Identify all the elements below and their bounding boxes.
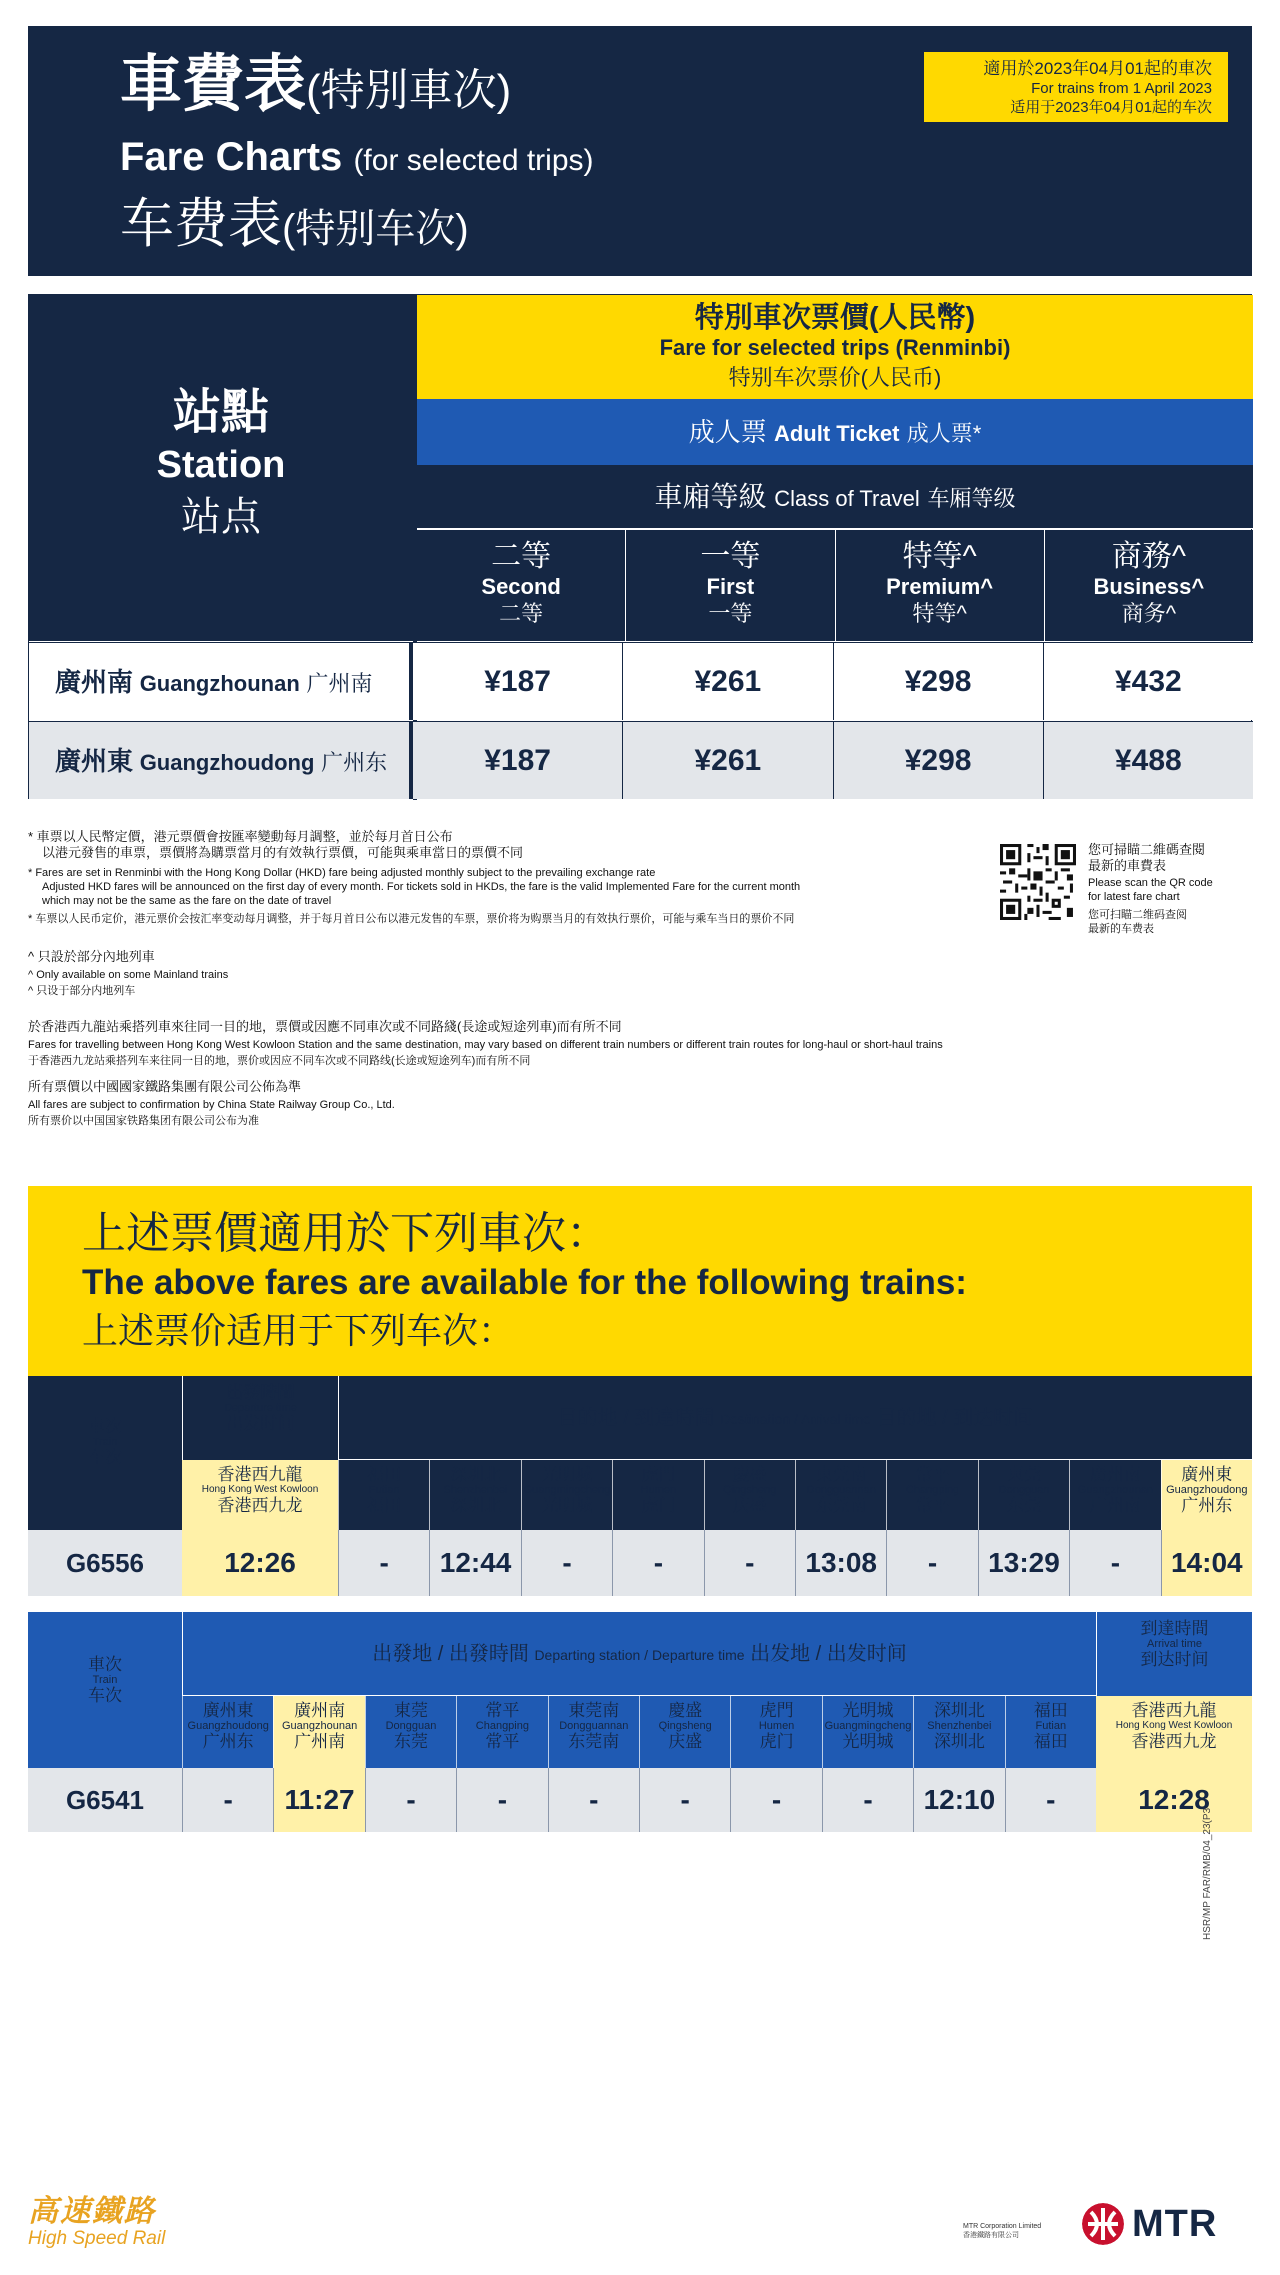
note-3-sc: 于香港西九龙站乘搭列车来往同一目的地，票价或因应不同车次或不同路线(长途或短途列车)而有所不同 <box>28 1055 531 1067</box>
station-header: 站點 Station 站点 <box>29 295 413 641</box>
station-header-qingsheng: 慶盛 Qingsheng 庆盛 <box>639 1696 730 1768</box>
time-cell: - <box>338 1530 429 1596</box>
time-cell: 12:44 <box>429 1530 520 1596</box>
destination-header: 目的地 / 到達時間 Destination / Arrival time 目的地 / 到达时间 <box>338 1376 1252 1460</box>
station-header-humen: 虎門 Humen 虎门 <box>730 1696 821 1768</box>
train-number: G6556 <box>65 1548 145 1578</box>
fare-table <box>28 294 1252 799</box>
time-cell: 12:10 <box>913 1768 1004 1832</box>
effective-date-badge: 適用於2023年04月01起的車次 For trains from 1 April 2023 适用于2023年04月01起的车次 <box>924 52 1228 122</box>
time-cell: - <box>639 1768 730 1832</box>
fare-premium: ¥298 <box>833 722 1043 799</box>
title-en: Fare Charts (for selected trips) <box>120 135 594 179</box>
departure-time: 12:26 <box>182 1530 338 1596</box>
note-4-en: All fares are subject to confirmation by China State Railway Group Co., Ltd. <box>28 1099 395 1111</box>
mtr-logo: MTR <box>1082 2202 1217 2246</box>
time-cell: 11:27 <box>273 1768 364 1832</box>
station-header-futian: 福田 Futian 福田 <box>338 1460 429 1530</box>
station-header-futian: 福田 Futian 福田 <box>1005 1696 1096 1768</box>
note-3-en: Fares for travelling between Hong Kong West Kowloon Station and the same destination, may vary based on different train numbers or different train routes for long-haul or short-haul trains <box>28 1039 943 1051</box>
document-code: HSR/MP FAR/RMB/04_23(P3 <box>1202 1807 1213 1940</box>
station-header-changping: 常平 Changping 常平 <box>886 1460 977 1530</box>
station-header-shenzhenbei: 深圳北 Shenzhenbei 深圳北 <box>429 1460 520 1530</box>
train-number: G6541 <box>65 1785 145 1815</box>
origin-station-header: 香港西九龍 Hong Kong West Kowloon 香港西九龙 <box>182 1460 338 1530</box>
note-1-zh-2: 以港元發售的車票，票價將為購票當月的有效執行票價，可能與乘車當日的票價不同 <box>42 845 524 860</box>
train-table-g6541 <box>28 1612 1252 1832</box>
time-cell: - <box>612 1530 703 1596</box>
fare-row-guangzhounan <box>29 642 1253 720</box>
station-header-dongguannan: 東莞南 Dongguannan 东莞南 <box>548 1696 639 1768</box>
class-of-travel-bar: 車廂等級 Class of Travel 车厢等级 <box>417 465 1253 529</box>
header-banner <box>28 26 1252 276</box>
fare-title-bar: 特別車次票價(人民幣) Fare for selected trips (Renminbi) 特别车次票价(人民币) <box>417 295 1253 399</box>
fare-first: ¥261 <box>622 722 832 799</box>
destination-station-header: 香港西九龍 Hong Kong West Kowloon 香港西九龙 <box>1096 1696 1252 1768</box>
title-sc: 车费表(特别车次) <box>120 194 469 254</box>
station-header-changping: 常平 Changping 常平 <box>456 1696 547 1768</box>
station-header-guangmingcheng: 光明城 Guangmingcheng 光明城 <box>822 1696 913 1768</box>
time-cell: - <box>521 1530 612 1596</box>
qr-code-icon[interactable] <box>1000 844 1076 920</box>
station-header-dongguannan: 東莞南 Dongguannan 东莞南 <box>795 1460 886 1530</box>
station-header-qingsheng: 慶盛 Qingsheng 庆盛 <box>704 1460 795 1530</box>
arrival-time: 12:28 <box>1096 1768 1252 1832</box>
time-cell: - <box>1005 1768 1096 1832</box>
time-cell: - <box>365 1768 456 1832</box>
train-col-header: 車次 Train 车次 <box>88 1417 122 1467</box>
train-table-g6556 <box>28 1376 1252 1596</box>
station-header-guangzhoudong: 廣州東 Guangzhoudong 广州东 <box>182 1696 273 1768</box>
ticket-type-bar: 成人票 Adult Ticket 成人票* <box>417 399 1253 465</box>
station-header-guangmingcheng: 光明城 Guangmingcheng 光明城 <box>521 1460 612 1530</box>
station-header-dongguan: 東莞 Dongguan 东莞 <box>365 1696 456 1768</box>
note-1-zh: * 車票以人民幣定價，港元票價會按匯率變動每月調整，並於每月首日公布 <box>28 829 453 844</box>
time-cell: - <box>730 1768 821 1832</box>
note-1-en: * Fares are set in Renminbi with the Hong Kong Dollar (HKD) fare being adjusted monthly subject to the prevailing exchange rate <box>28 867 656 879</box>
time-cell: - <box>182 1768 273 1832</box>
time-cell: 13:29 <box>978 1530 1069 1596</box>
fare-row-guangzhoudong <box>29 721 1253 799</box>
time-cell: - <box>886 1530 977 1596</box>
station-name: 廣州東 Guangzhoudong 广州东 <box>29 722 413 799</box>
station-header-guangzhounan: 廣州南 Guangzhounan 广州南 <box>273 1696 364 1768</box>
fare-second: ¥187 <box>484 744 551 777</box>
arrival-time-header: 到達時間 Arrival time 到达时间 <box>1096 1612 1252 1696</box>
train-col-header: 車次 Train 车次 <box>88 1655 122 1705</box>
note-1-en-3: which may not be the same as the fare on the date of travel <box>42 895 332 907</box>
time-cell: - <box>456 1768 547 1832</box>
class-first: 一等 First 一等 <box>625 530 834 641</box>
fare-first: ¥261 <box>622 643 832 720</box>
class-premium: 特等^ Premium^ 特等^ <box>835 530 1044 641</box>
station-header-guangzhoudong: 廣州東 Guangzhoudong 广州东 <box>1161 1460 1252 1530</box>
time-cell: 14:04 <box>1161 1530 1252 1596</box>
title-zh: 車費表(特別車次) <box>120 50 512 119</box>
note-4-zh: 所有票價以中國國家鐵路集團有限公司公佈為準 <box>28 1079 302 1094</box>
time-cell: - <box>1069 1530 1160 1596</box>
fare-business: ¥432 <box>1043 643 1253 720</box>
mtr-corporation-text: MTR Corporation Limited 香港鐵路有限公司 <box>963 2223 1042 2239</box>
time-cell: - <box>548 1768 639 1832</box>
station-header-dongguan: 東莞 Dongguan 东莞 <box>978 1460 1069 1530</box>
note-4-sc: 所有票价以中国国家铁路集团有限公司公布为准 <box>28 1115 259 1127</box>
mtr-emblem-icon <box>1082 2203 1124 2245</box>
note-1-en-2: Adjusted HKD fares will be announced on the first day of every month. For tickets sold in HKDs, the fare is the valid Implemented Fare for the current month <box>42 881 801 893</box>
qr-caption: 您可掃瞄二維碼查閱 最新的車費表 Please scan the QR code for latest fare chart 您可扫瞄二维码查阅 最新的车费表 <box>1088 842 1213 935</box>
applicable-trains-banner: 上述票價適用於下列車次： The above fares are available for the following trains: 上述票价适用于下列车次： <box>28 1186 1252 1376</box>
station-name: 廣州南 Guangzhounan 广州南 <box>29 643 413 720</box>
fare-business: ¥488 <box>1043 722 1253 799</box>
class-second: 二等 Second 二等 <box>481 540 561 626</box>
class-columns <box>417 530 1253 641</box>
class-business: 商務^ Business^ 商务^ <box>1044 530 1253 641</box>
note-2-sc: ^ 只设于部分内地列车 <box>28 985 136 997</box>
note-2-zh: ^ 只設於部分內地列車 <box>28 949 155 964</box>
departure-header: 出發地 / 出發時間 Departing station / Departure time 出发地 / 出发时间 <box>182 1612 1096 1696</box>
note-1-sc: * 车票以人民币定价，港元票价会按汇率变动每月调整，并于每月首日公布以港元发售的车票，票价将为购票当月的有效执行票价，可能与乘车当日的票价不同 <box>28 913 795 925</box>
note-2-en: ^ Only available on some Mainland trains <box>28 969 229 981</box>
note-3-zh: 於香港西九龍站乘搭列車來往同一目的地，票價或因應不同車次或不同路綫(長途或短途列車)而有所不同 <box>28 1019 622 1034</box>
station-header-shenzhenbei: 深圳北 Shenzhenbei 深圳北 <box>913 1696 1004 1768</box>
time-cell: - <box>822 1768 913 1832</box>
departure-time-header: 出發時間 Departure time 出发时间 <box>182 1376 338 1460</box>
time-cell: 13:08 <box>795 1530 886 1596</box>
fare-second: ¥187 <box>484 665 551 698</box>
time-cell: - <box>704 1530 795 1596</box>
station-header-humen: 虎門 Humen 虎门 <box>612 1460 703 1530</box>
fare-premium: ¥298 <box>833 643 1043 720</box>
notes-section <box>28 828 1252 1148</box>
station-header-guangzhounan: 廣州南 Guangzhounan 广州南 <box>1069 1460 1160 1530</box>
high-speed-rail-logo: 高速鐵路 High Speed Rail <box>28 2195 166 2249</box>
